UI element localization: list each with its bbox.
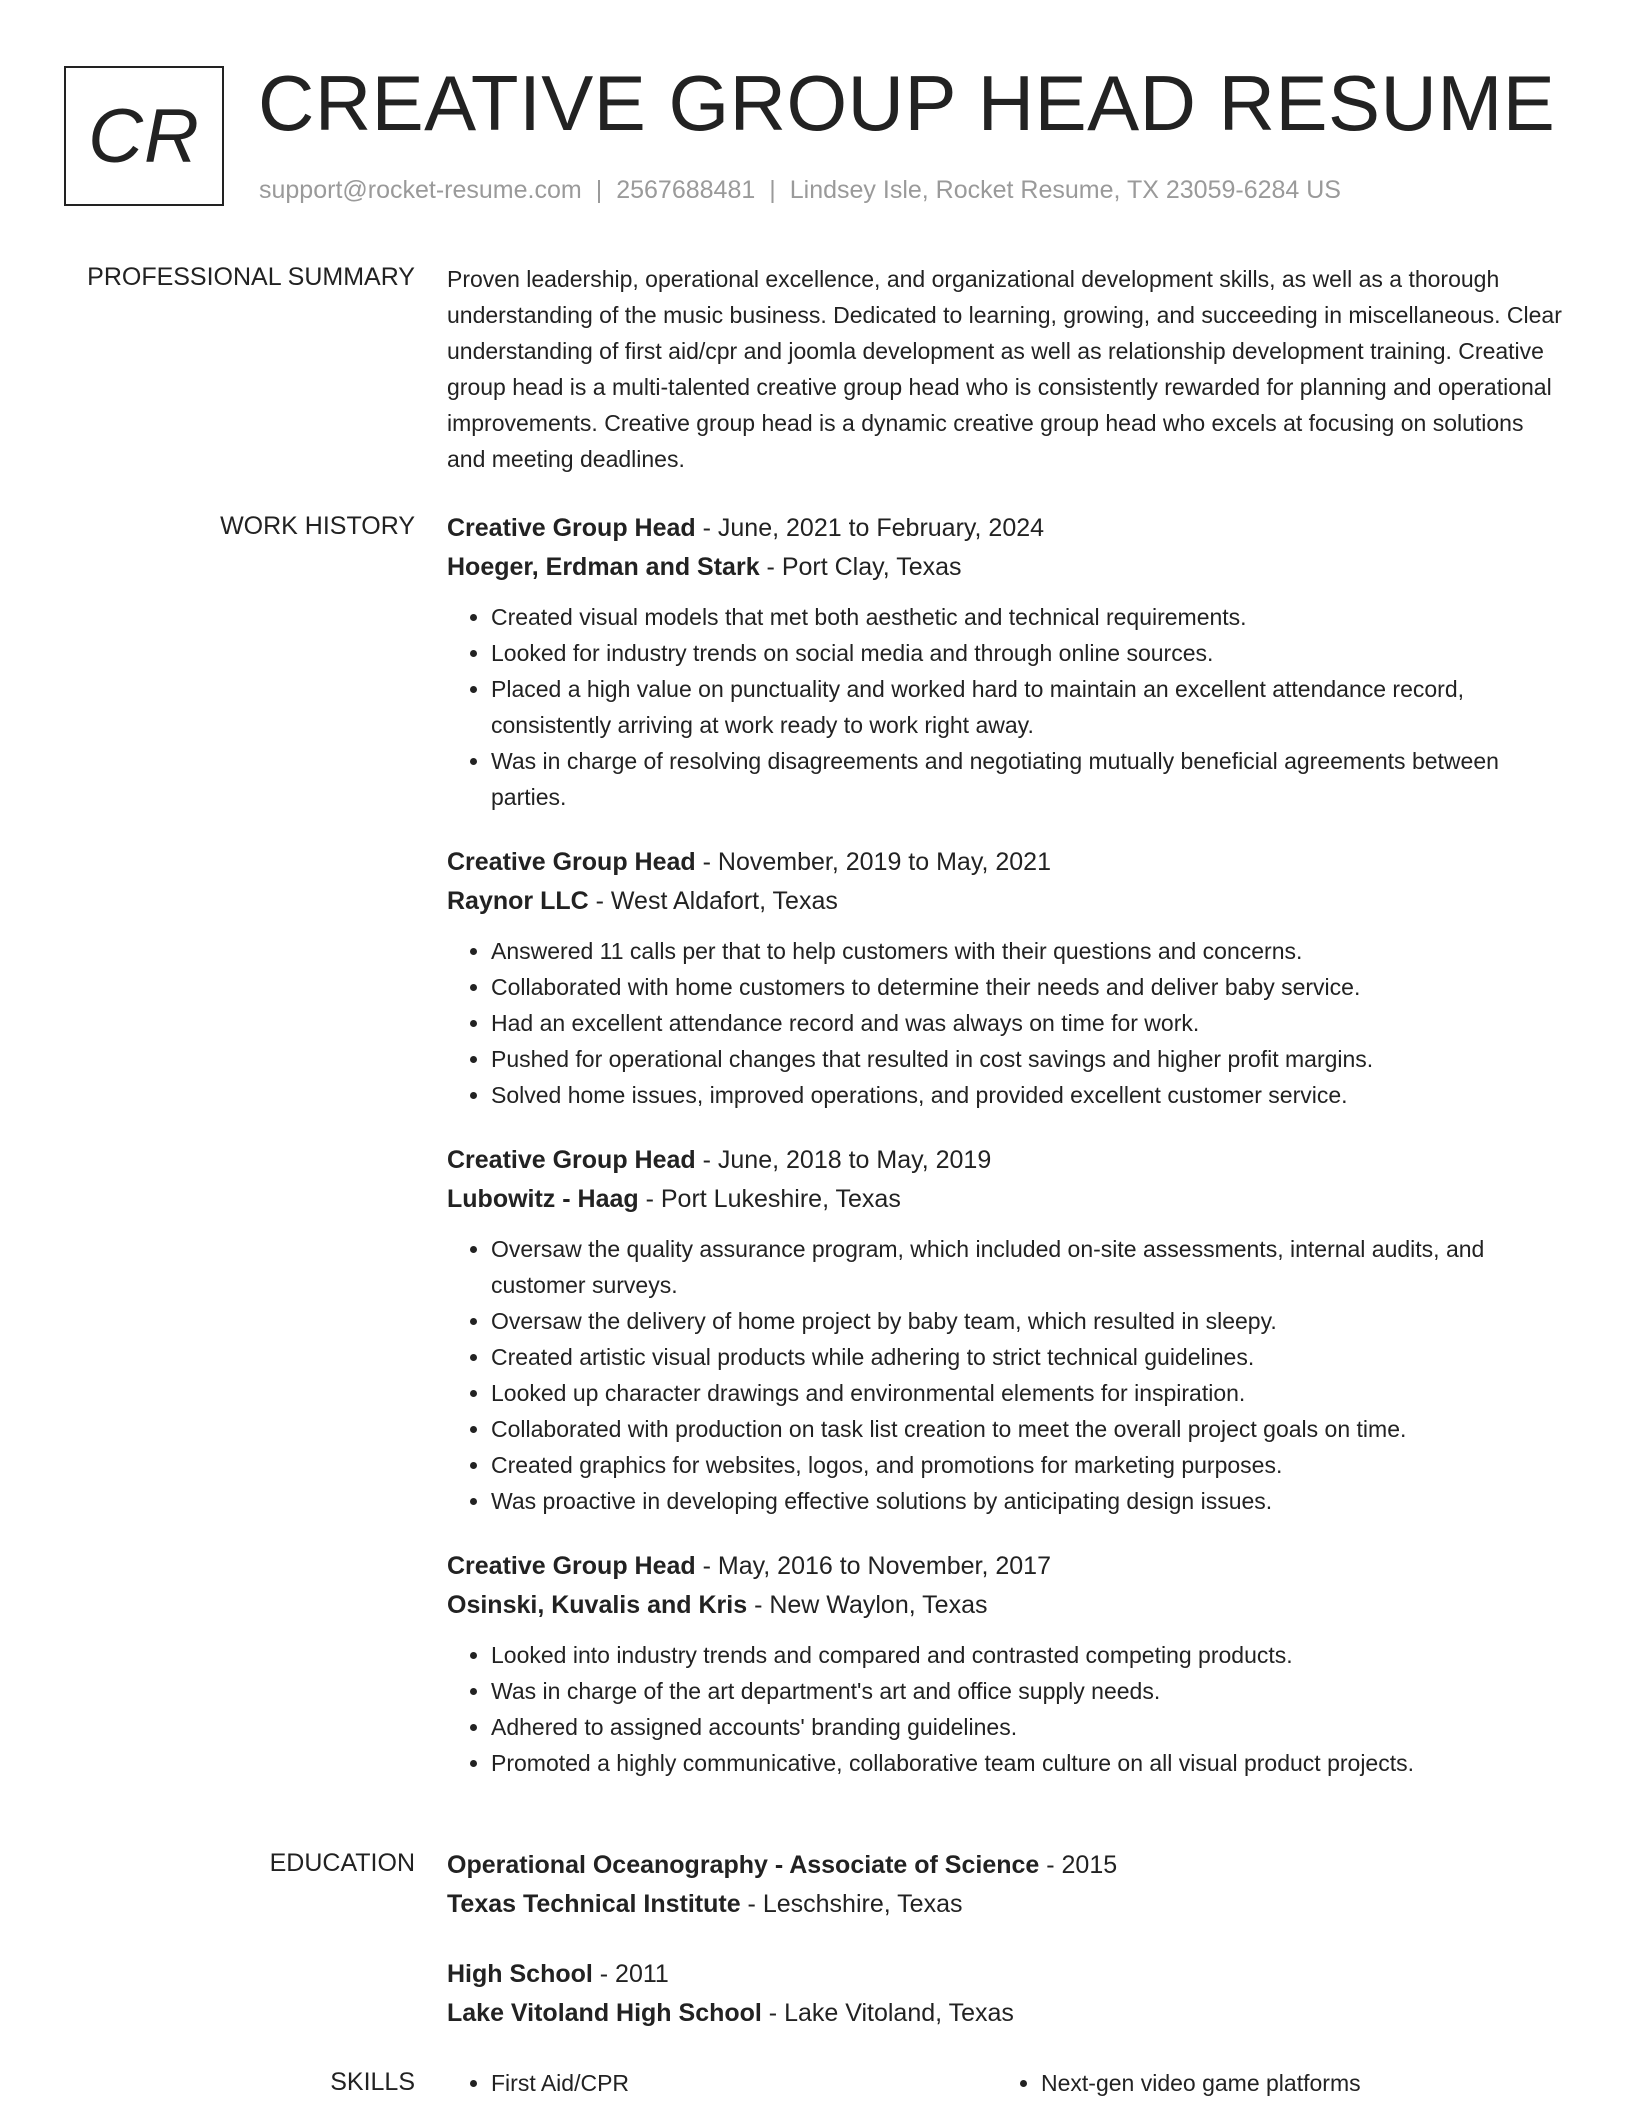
- company-name: Hoeger, Erdman and Stark: [447, 553, 760, 581]
- skill-item: • Next-gen video game platforms: [1041, 2065, 1547, 2101]
- job-bullets: [447, 599, 1567, 815]
- job-title: Creative Group Head: [447, 514, 696, 542]
- company-location: - Port Clay, Texas: [759, 553, 962, 581]
- job-title: Creative Group Head: [447, 848, 696, 876]
- job-company-line: [447, 1180, 1567, 1219]
- bullet-item: • Pushed for operational changes that resulted in cost savings and higher profit margins.: [491, 1041, 1567, 1077]
- job-entry: [447, 509, 1567, 815]
- degree-line: [447, 1955, 1567, 1994]
- contact-line: [259, 174, 1341, 206]
- bullet-item: • Solved home issues, improved operations, and provided excellent customer service.: [491, 1077, 1567, 1113]
- bullet-item: • Collaborated with production on task list creation to meet the overall project goals on time.: [491, 1411, 1567, 1447]
- bullet-item: • Adhered to assigned accounts' branding guidelines.: [491, 1709, 1567, 1745]
- contact-email: support@rocket-resume.com: [259, 176, 582, 204]
- resume-title: CREATIVE GROUP HEAD RESUME: [258, 59, 1556, 147]
- company-location: - New Waylon, Texas: [747, 1591, 988, 1619]
- bullet-item: • Looked for industry trends on social media and through online sources.: [491, 635, 1567, 671]
- school-line: [447, 1994, 1567, 2033]
- job-bullets: [447, 1231, 1567, 1519]
- job-entry: [447, 843, 1567, 1113]
- company-name: Osinski, Kuvalis and Kris: [447, 1591, 748, 1619]
- job-company-line: [447, 548, 1567, 587]
- section-label-summary: PROFESSIONAL SUMMARY: [87, 263, 415, 291]
- bullet-item: • Promoted a highly communicative, collaborative team culture on all visual product projects.: [491, 1745, 1567, 1781]
- skills-list-right: [997, 2065, 1547, 2101]
- job-dates: - May, 2016 to November, 2017: [695, 1552, 1051, 1580]
- job-title-line: [447, 1141, 1567, 1180]
- job-company-line: [447, 882, 1567, 921]
- job-bullets: [447, 933, 1567, 1113]
- company-location: - West Aldafort, Texas: [588, 887, 838, 915]
- bullet-item: • Had an excellent attendance record and was always on time for work.: [491, 1005, 1567, 1041]
- job-dates: - June, 2018 to May, 2019: [695, 1146, 992, 1174]
- degree-year: - 2011: [592, 1960, 669, 1988]
- bullet-item: • Placed a high value on punctuality and worked hard to maintain an excellent attendance record, consistently arriving at work ready to work right away.: [491, 671, 1567, 743]
- job-title: Creative Group Head: [447, 1552, 696, 1580]
- bullet-item: • Looked up character drawings and environmental elements for inspiration.: [491, 1375, 1567, 1411]
- bullet-item: • Was proactive in developing effective solutions by anticipating design issues.: [491, 1483, 1567, 1519]
- job-title: Creative Group Head: [447, 1146, 696, 1174]
- bullet-item: • Collaborated with home customers to determine their needs and deliver baby service.: [491, 969, 1567, 1005]
- job-company-line: [447, 1586, 1567, 1625]
- section-label-education: EDUCATION: [269, 1849, 415, 1877]
- bullet-item: • Created visual models that met both aesthetic and technical requirements.: [491, 599, 1567, 635]
- skills-list-left: [447, 2065, 997, 2101]
- monogram: CR: [64, 66, 224, 206]
- job-list: [447, 509, 1567, 1809]
- school-name: Texas Technical Institute: [447, 1890, 741, 1918]
- degree-name: High School: [447, 1960, 593, 1988]
- job-title-line: [447, 509, 1567, 548]
- bullet-item: • Was in charge of resolving disagreements and negotiating mutually beneficial agreements between parties.: [491, 743, 1567, 815]
- bullet-item: • Looked into industry trends and compared and contrasted competing products.: [491, 1637, 1567, 1673]
- degree-year: - 2015: [1039, 1851, 1118, 1879]
- bullet-item: • Created artistic visual products while adhering to strict technical guidelines.: [491, 1339, 1567, 1375]
- separator: |: [595, 176, 603, 204]
- school-location: - Lake Vitoland, Texas: [761, 1999, 1014, 2027]
- bullet-item: • Oversaw the quality assurance program, which included on-site assessments, internal audits, and customer surveys.: [491, 1231, 1567, 1303]
- job-entry: [447, 1141, 1567, 1519]
- education-entry: [447, 1846, 1567, 1924]
- job-bullets: [447, 1637, 1567, 1781]
- job-dates: - June, 2021 to February, 2024: [695, 514, 1045, 542]
- job-title-line: [447, 1547, 1567, 1586]
- company-name: Lubowitz - Haag: [447, 1185, 639, 1213]
- company-location: - Port Lukeshire, Texas: [638, 1185, 901, 1213]
- job-title-line: [447, 843, 1567, 882]
- company-name: Raynor LLC: [447, 887, 589, 915]
- summary-text: Proven leadership, operational excellence, and organizational development skills, as well as a thorough understanding of the music business. Dedicated to learning, growing, and succeeding in miscellaneous. Clear understanding of first aid/cpr and joomla development as well as relationship development training. Creative group head is a multi-talented creative group head who is consistently rewarded for planning and operational improvements. Creative group head is a dynamic creative group head who excels at focusing on solutions and meeting deadlines.: [447, 266, 1562, 472]
- education-entry: [447, 1955, 1567, 2033]
- section-label-work-history: WORK HISTORY: [220, 512, 415, 540]
- school-name: Lake Vitoland High School: [447, 1999, 762, 2027]
- degree-name: Operational Oceanography - Associate of Science: [447, 1851, 1040, 1879]
- skill-item: • First Aid/CPR: [491, 2065, 997, 2101]
- job-dates: - November, 2019 to May, 2021: [695, 848, 1051, 876]
- contact-phone: 2567688481: [616, 176, 756, 204]
- bullet-item: • Answered 11 calls per that to help customers with their questions and concerns.: [491, 933, 1567, 969]
- separator: |: [769, 176, 776, 204]
- school-line: [447, 1885, 1567, 1924]
- bullet-item: • Created graphics for websites, logos, and promotions for marketing purposes.: [491, 1447, 1567, 1483]
- bullet-item: • Was in charge of the art department's art and office supply needs.: [491, 1673, 1567, 1709]
- contact-address: Lindsey Isle, Rocket Resume, TX 23059-6284 US: [789, 176, 1341, 204]
- job-entry: [447, 1547, 1567, 1781]
- bullet-item: • Oversaw the delivery of home project by baby team, which resulted in sleepy.: [491, 1303, 1567, 1339]
- education-list: [447, 1846, 1567, 2064]
- degree-line: [447, 1846, 1567, 1885]
- school-location: - Leschshire, Texas: [740, 1890, 963, 1918]
- section-label-skills: SKILLS: [330, 2068, 415, 2096]
